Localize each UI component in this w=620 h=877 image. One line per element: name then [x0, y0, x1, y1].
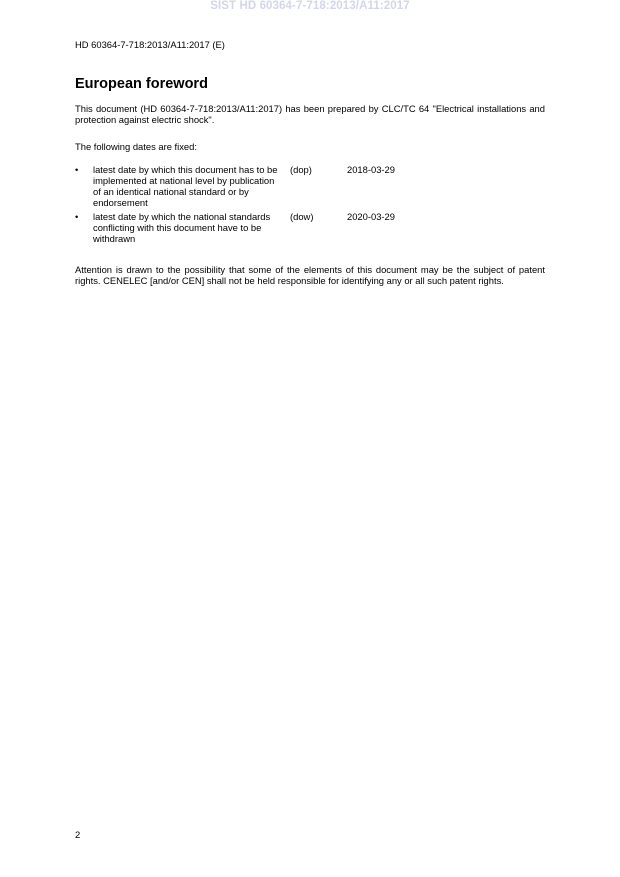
date-value: 2020-03-29 — [347, 211, 395, 222]
attention-paragraph: Attention is drawn to the possibility that some of the elements of this document may be the subject of patent rights. CENELEC [and/or CEN] shall not be held responsible for identifying any or all such patent rights. — [75, 264, 545, 286]
date-value: 2018-03-29 — [347, 164, 395, 175]
date-description: latest date by which the national standards conflicting with this document have to be withdrawn — [93, 211, 271, 244]
list-item — [75, 164, 545, 211]
list-item — [75, 211, 545, 251]
watermark: SIST HD 60364-7-718:2013/A11:2017 — [210, 0, 410, 12]
page-number: 2 — [75, 829, 81, 840]
date-code: (dop) — [290, 164, 312, 175]
date-description: latest date by which this document has to be implemented at national level by publication of an identical national standard or by endorsement — [93, 164, 278, 208]
bullet-icon: • — [75, 164, 79, 175]
document-id-header: HD 60364-7-718:2013/A11:2017 (E) — [75, 39, 225, 50]
dates-list — [75, 164, 545, 251]
bullet-icon: • — [75, 211, 79, 222]
intro-paragraph: This document (HD 60364-7-718:2013/A11:2017) has been prepared by CLC/TC 64 "Electrical installations and protection against electric shock". — [75, 103, 545, 125]
date-code: (dow) — [290, 211, 314, 222]
dates-intro: The following dates are fixed: — [75, 141, 197, 152]
page-title: European foreword — [75, 76, 208, 92]
